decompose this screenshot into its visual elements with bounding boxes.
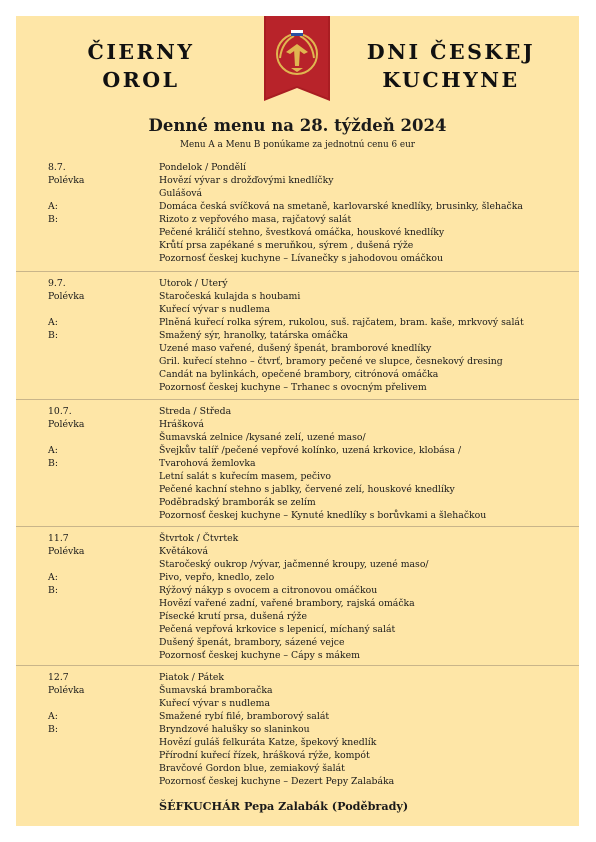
event-name-line2: KUCHYNE bbox=[382, 68, 520, 92]
menu-item: Staročeská kulajda s houbami bbox=[159, 291, 301, 302]
menu-a-label: A: bbox=[48, 711, 58, 722]
menu-item: Hovězí vařené zadní, vařené brambory, rajská omáčka bbox=[159, 598, 415, 609]
menu-item: Smažený sýr, hranolky, tatárska omáčka bbox=[159, 330, 349, 341]
menu-item: Hovězí vývar s drožďovými knedlíčky bbox=[159, 175, 334, 186]
menu-b-label: B: bbox=[48, 724, 58, 735]
menu-item: Kuřecí vývar s nudlema bbox=[159, 698, 270, 709]
restaurant-name-line1: ČIERNY bbox=[87, 40, 195, 64]
menu-item: Šumavská bramboračka bbox=[159, 685, 273, 696]
menu-b-label: B: bbox=[48, 458, 58, 469]
divider bbox=[16, 526, 579, 527]
menu-item: Přírodní kuřecí řízek, hrášková rýže, kompót bbox=[159, 750, 370, 761]
menu-item: Letní salát s kuřecím masem, pečivo bbox=[159, 471, 331, 482]
soup-label: Polévka bbox=[48, 291, 85, 302]
chef-signature: ŠÉFKUCHÁR Pepa Zalabák (Poděbrady) bbox=[159, 799, 409, 813]
menu-item: Pečené králičí stehno, švestková omáčka, houskové knedlíky bbox=[159, 227, 445, 238]
menu-item: Pozornosť českej kuchyne – Trhanec s ovocným přelivem bbox=[159, 382, 427, 393]
event-name-line1: DNI ČESKEJ bbox=[366, 40, 536, 64]
event-name bbox=[356, 38, 546, 94]
day-name: Štvrtok / Čtvrtek bbox=[159, 533, 239, 544]
menu-item: Kuřecí vývar s nudlema bbox=[159, 304, 270, 315]
menu-item: Bravčové Gordon blue, zemiakový šalát bbox=[159, 763, 345, 774]
day-name: Streda / Středa bbox=[159, 406, 232, 417]
day-name: Piatok / Pátek bbox=[159, 672, 225, 683]
day-name: Pondelok / Pondělí bbox=[159, 162, 247, 173]
menu-item: Gulášová bbox=[159, 188, 203, 199]
menu-item: Plněná kuřecí rolka sýrem, rukolou, suš. rajčatem, bram. kaše, mrkvový salát bbox=[159, 317, 524, 328]
restaurant-name-line2: OROL bbox=[102, 68, 180, 92]
menu-item: Šumavská zelnice /kysané zelí, uzené maso/ bbox=[159, 432, 366, 443]
menu-item: Pozornosť českej kuchyne – Cápy s mákem bbox=[159, 650, 360, 661]
menu-a-label: A: bbox=[48, 572, 58, 583]
menu-item: Hrášková bbox=[159, 419, 204, 430]
day-date: 11.7 bbox=[48, 533, 69, 544]
day-date: 8.7. bbox=[48, 162, 66, 173]
menu-item: Pozornosť českej kuchyne – Kynuté knedlíky s borůvkami a šlehačkou bbox=[159, 510, 487, 521]
menu-item: Pozornosť českej kuchyne – Dezert Pepy Zalabáka bbox=[159, 776, 395, 787]
menu-item: Domácа česká svíčková na smetaně, karlovarské knedlíky, brusinky, šlehačka bbox=[159, 201, 523, 212]
eagle-ribbon-logo bbox=[264, 16, 330, 101]
menu-title: Denné menu na 28. týždeň 2024 bbox=[148, 116, 447, 135]
menu-item: Pozornosť českej kuchyne – Lívanečky s jahodovou omáčkou bbox=[159, 253, 443, 264]
menu-item: Hovězí guláš felkuráta Katze, špekový knedlík bbox=[159, 737, 377, 748]
menu-b-label: B: bbox=[48, 214, 58, 225]
menu-item: Poděbradský bramborák se zelím bbox=[159, 497, 316, 508]
menu-a-label: A: bbox=[48, 317, 58, 328]
day-date: 12.7 bbox=[48, 672, 69, 683]
soup-label: Polévka bbox=[48, 419, 85, 430]
menu-item: Smažené rybí filé, bramborový salát bbox=[159, 711, 330, 722]
menu-item: Bryndzové halušky so slaninkou bbox=[159, 724, 310, 735]
menu-item: Krůtí prsa zapékané s meruňkou, sýrem , dušená rýže bbox=[159, 240, 414, 251]
day-date: 9.7. bbox=[48, 278, 66, 289]
menu-item: Švejkův talíř /pečené vepřové kolínko, uzená krkovice, klobása / bbox=[159, 445, 462, 456]
divider bbox=[16, 665, 579, 666]
menu-item: Candát na bylinkách, opečené brambory, citrónová omáčka bbox=[159, 369, 439, 380]
restaurant-name bbox=[56, 38, 226, 94]
menu-a-label: A: bbox=[48, 445, 58, 456]
menu-subtitle: Menu A a Menu B ponúkame za jednotnú cenu 6 eur bbox=[180, 140, 415, 150]
menu-a-label: A: bbox=[48, 201, 58, 212]
menu-item: Pečené kachní stehno s jablky, červené zelí, houskové knedlíky bbox=[159, 484, 455, 495]
menu-b-label: B: bbox=[48, 585, 58, 596]
soup-label: Polévka bbox=[48, 175, 85, 186]
day-date: 10.7. bbox=[48, 406, 72, 417]
menu-item: Květáková bbox=[159, 546, 209, 557]
soup-label: Polévka bbox=[48, 685, 85, 696]
menu-item: Pivo, vepřo, knedlo, zelo bbox=[159, 572, 275, 583]
day-name: Utorok / Uterý bbox=[159, 278, 228, 289]
menu-item: Dušený špenát, brambory, sázené vejce bbox=[159, 637, 345, 648]
menu-item: Pečená vepřová krkovice s lepenicí, míchaný salát bbox=[159, 624, 396, 635]
divider bbox=[16, 399, 579, 400]
menu-item: Uzené maso vařené, dušený špenát, bramborové knedlíky bbox=[159, 343, 432, 354]
menu-item: Staročeský oukrop /vývar, jačmenné kroupy, uzené maso/ bbox=[159, 559, 429, 570]
soup-label: Polévka bbox=[48, 546, 85, 557]
menu-item: Písecké krutí prsa, dušená rýže bbox=[159, 611, 307, 622]
menu-item: Tvarohová žemlovka bbox=[159, 458, 256, 469]
menu-b-label: B: bbox=[48, 330, 58, 341]
menu-item: Rýžový nákyp s ovocem a citronovou omáčkou bbox=[159, 585, 378, 596]
menu-page bbox=[16, 16, 579, 826]
divider bbox=[16, 271, 579, 272]
menu-item: Gril. kuřecí stehno – čtvrť, bramory pečené ve slupce, česnekový dresing bbox=[159, 356, 503, 367]
menu-item: Rizoto z vepřového masa, rajčatový salát bbox=[159, 214, 352, 225]
